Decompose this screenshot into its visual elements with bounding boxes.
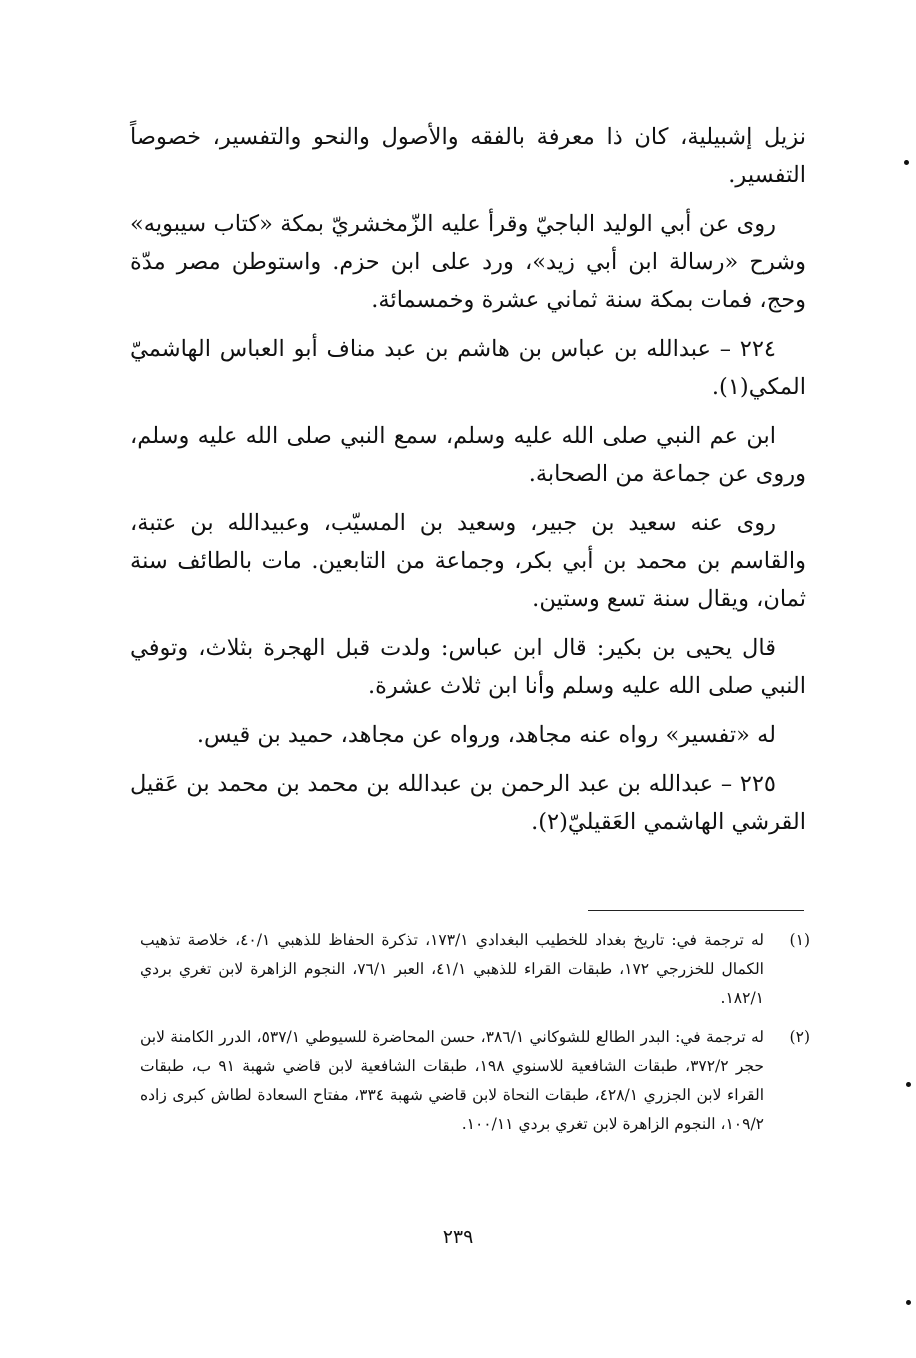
footnote-text: له ترجمة في: البدر الطالع للشوكاني ٣٨٦/١، حسن المحاضرة للسيوطي ٥٣٧/١، الدرر الكامنة لابن حجر ٣٧٢/٢، طبقات الشافعية للاسنوي ١٩٨، طبقات الشافعية لابن قاضي شهبة ٩١ ب، طبقات القراء لابن الجزري ٤٢٨/١، طبقات النحاة لابن قاضي شهبة ٣٣٤، مفتاح السعادة لطاش كبرى زاده ١٠٩/٢، النجوم الزاهرة لابن تغري بردي ١٠٠/١١.	[140, 1028, 765, 1133]
paragraph-narrators-224: روى عنه سعيد بن جبير، وسعيد بن المسيّب، وعبيدالله بن عتبة، والقاسم بن محمد بن أبي بكر، وجماعة من التابعين. مات بالطائف سنة ثمان، ويقال سنة تسع وستين.	[130, 510, 806, 612]
footnote-2	[140, 1023, 810, 1139]
paragraph-continuation: نزيل إشبيلية، كان ذا معرفة بالفقه والأصول والنحو والتفسير، خصوصاً التفسير.	[130, 124, 806, 188]
footnote-1	[140, 926, 810, 1013]
footnote-number: (٢)	[789, 1028, 810, 1046]
entry-heading-225: ٢٢٥ – عبدالله بن عبد الرحمن بن عبدالله بن محمد بن محمد بن عَقيل القرشي الهاشمي العَقيليّ(٢).	[130, 771, 806, 835]
page-number: ٢٣٩	[442, 1226, 474, 1248]
scan-speck	[906, 1082, 911, 1087]
paragraph-narration: روى عن أبي الوليد الباجيّ وقرأ عليه الزّمخشريّ بمكة «كتاب سيبويه» وشرح «رسالة ابن أبي زيد»، ورد على ابن حزم. واستوطن مصر مدّة وحج، فمات بمكة سنة ثماني عشرة وخمسمائة.	[130, 211, 806, 313]
paragraph-quote-224: قال يحيى بن بكير: قال ابن عباس: ولدت قبل الهجرة بثلاث، وتوفي النبي صلى الله عليه وسلم وأنا ابن ثلاث عشرة.	[130, 635, 806, 699]
main-text	[130, 118, 806, 852]
paragraph-tafsir-224: له «تفسير» رواه عنه مجاهد، ورواه عن مجاهد، حميد بن قيس.	[196, 722, 776, 748]
footnote-number: (١)	[789, 931, 810, 949]
entry-heading-224: ٢٢٤ – عبدالله بن عباس بن هاشم بن عبد مناف أبو العباس الهاشميّ المكي(١).	[130, 336, 806, 400]
scan-speck	[904, 160, 909, 165]
footnote-text: له ترجمة في: تاريخ بغداد للخطيب البغدادي ١٧٣/١، تذكرة الحفاظ للذهبي ٤٠/١، خلاصة تذهيب الكمال للخزرجي ١٧٢، طبقات القراء للذهبي ٤١/١، العبر ٧٦/١، النجوم الزاهرة لابن تغري بردي ١٨٢/١.	[140, 931, 764, 1007]
scan-speck	[906, 1300, 911, 1305]
paragraph-bio-224: ابن عم النبي صلى الله عليه وسلم، سمع النبي صلى الله عليه وسلم، وروى عن جماعة من الصحابة.	[130, 423, 806, 487]
footnotes	[140, 926, 810, 1149]
footnote-divider	[588, 910, 804, 911]
